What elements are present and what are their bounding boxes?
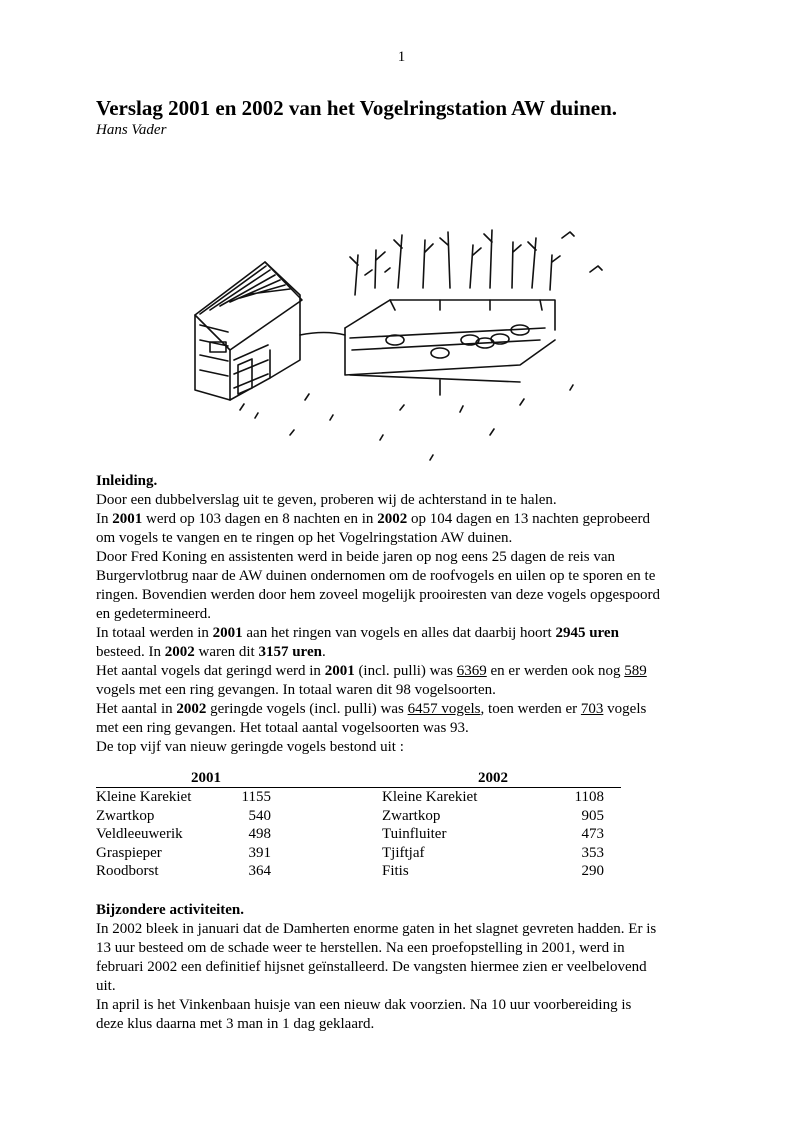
year-2001-header: 2001 [191, 770, 221, 786]
activities-line: In april is het Vinkenbaan huisje van een nieuw dak voorzien. Na 10 uur voorbereiding is [96, 997, 632, 1013]
count-2001: 364 [248, 863, 271, 879]
intro-line: Het aantal in 2002 geringde vogels (incl. pulli) was 6457 vogels, toen werden er 703 vogels [96, 701, 647, 717]
bold-figure: 2945 uren [555, 625, 619, 641]
activities-paragraph [96, 920, 716, 1034]
species-2001: Graspieper [96, 844, 162, 861]
species-2002: Tuinfluiter [382, 826, 447, 842]
intro-line: besteed. In 2002 waren dit 3157 uren. [96, 644, 326, 660]
activities-heading: Bijzondere activiteiten. [96, 902, 245, 918]
table-row [96, 808, 621, 827]
count-2002: 473 [581, 826, 604, 842]
bold-figure: 2002 [176, 701, 207, 717]
underlined-figure: 6369 [456, 663, 487, 679]
ringing-station-sketch [140, 160, 670, 470]
table-row [96, 789, 621, 808]
intro-line: De top vijf van nieuw geringde vogels bestond uit : [96, 739, 404, 755]
bold-figure: 2002 [164, 644, 195, 660]
underlined-figure: 703 [580, 701, 604, 717]
table-row [96, 863, 621, 882]
species-2001: Veldleeuwerik [96, 826, 183, 842]
intro-heading: Inleiding. [96, 473, 158, 489]
count-2001: 498 [248, 826, 271, 842]
count-2001: 391 [248, 844, 271, 861]
count-2002: 905 [581, 807, 604, 824]
activities-line: deze klus daarna met 3 man in 1 dag geklaard. [96, 1016, 375, 1032]
species-2002: Fitis [382, 863, 409, 879]
count-2001: 1155 [241, 789, 271, 805]
intro-line: In 2001 werd op 103 dagen en 8 nachten en in 2002 op 104 dagen en 13 nachten geprobeerd [96, 511, 651, 527]
activities-line: uit. [96, 978, 116, 994]
intro-line: Het aantal vogels dat geringd werd in 2001 (incl. pulli) was 6369 en er werden ook nog 589 [96, 663, 647, 679]
intro-line: Door Fred Koning en assistenten werd in beide jaren op nog eens 25 dagen de reis van [96, 549, 616, 565]
count-2001: 540 [248, 807, 271, 824]
year-2002-header: 2002 [478, 770, 508, 786]
intro-paragraph [96, 491, 716, 757]
intro-line: met een ring gevangen. Het totaal aantal vogelsoorten was 93. [96, 720, 469, 736]
page-title: Verslag 2001 en 2002 van het Vogelringstation AW duinen. [96, 96, 618, 120]
bold-figure: 2001 [324, 663, 355, 679]
bold-figure: 2001 [212, 625, 243, 641]
species-2001: Zwartkop [96, 807, 155, 824]
intro-line: ringen. Bovendien werden door hem zoveel mogelijk prooiresten van deze vogels opgespoord [96, 587, 661, 603]
intro-line: Door een dubbelverslag uit te geven, proberen wij de achterstand in te halen. [96, 492, 557, 508]
intro-line: In totaal werden in 2001 aan het ringen van vogels en alles dat daarbij hoort 2945 uren [96, 625, 619, 641]
bold-figure: 3157 uren [258, 644, 322, 660]
underlined-figure: 6457 vogels [407, 701, 481, 717]
page-number: 1 [397, 49, 406, 65]
intro-line: Burgervlotbrug naar de AW duinen ondernomen om de roofvogels en uilen op te sporen en te [96, 568, 656, 584]
intro-line: en gedetermineerd. [96, 606, 211, 622]
intro-line: om vogels te vangen en te ringen op het Vogelringstation AW duinen. [96, 530, 513, 546]
activities-line: 13 uur besteed om de schade weer te herstellen. Na een proefopstelling in 2001, werd in [96, 940, 625, 956]
table-row [96, 845, 621, 864]
bold-figure: 2001 [112, 511, 143, 527]
count-2002: 290 [581, 863, 604, 879]
species-2002: Tjiftjaf [382, 844, 425, 861]
species-2001: Roodborst [96, 863, 159, 879]
species-2002: Zwartkop [382, 807, 441, 824]
author-name: Hans Vader [96, 122, 167, 138]
count-2002: 1108 [574, 789, 604, 805]
intro-line: vogels met een ring gevangen. In totaal waren dit 98 vogelsoorten. [96, 682, 496, 698]
underlined-figure: 589 [624, 663, 647, 679]
count-2002: 353 [581, 844, 604, 861]
activities-line: februari 2002 een definitief hijsnet geïnstalleerd. De vangsten hiermee zien er veelbelovend [96, 959, 647, 975]
species-2001: Kleine Karekiet [96, 789, 192, 805]
table-rule [96, 787, 621, 788]
table-row [96, 826, 621, 845]
activities-line: In 2002 bleek in januari dat de Damherten enorme gaten in het slagnet gevreten hadden. Er is [96, 921, 657, 937]
species-2002: Kleine Karekiet [382, 789, 478, 805]
bold-figure: 2002 [377, 511, 408, 527]
